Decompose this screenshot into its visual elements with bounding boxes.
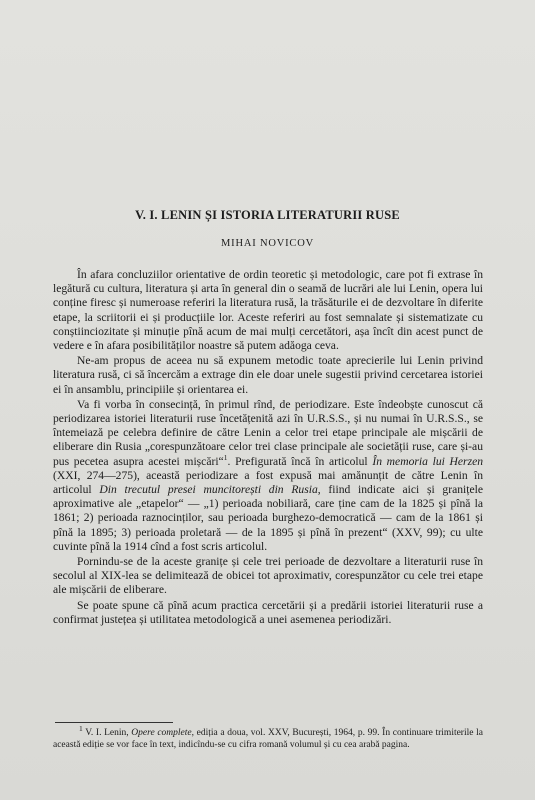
footnote-reference: 1 (223, 452, 228, 462)
footnote-text-a: V. I. Lenin, (82, 728, 132, 738)
paragraph-4: Pornindu-se de la aceste granițe și cele trei perioade de dezvoltare a literaturii ruse în secolul al XIX-lea se delimitează de obicei tot aproximativ, corespunzător cu cele trei etape ale mișcării de eliberare. (53, 555, 483, 597)
footnote (53, 723, 483, 751)
paragraph-2: Ne-am propus de aceea nu să expunem metodic toate aprecierile lui Lenin privind literatura rusă, ci să încercăm a extrage din ele doar unele sugestii privind cercetarea istoriei ei în ansamblu, principiile și orientarea ei. (53, 354, 483, 396)
work-title-presa: Din trecutul presei muncitorești din Rusia (99, 483, 318, 497)
footnote-text (53, 723, 483, 751)
article-title: V. I. LENIN ȘI ISTORIA LITERATURII RUSE (135, 208, 400, 222)
paragraph-3-text-b: . Prefigurată încă în articolul (227, 454, 373, 468)
work-title-herzen: În memoria lui Herzen (372, 454, 484, 468)
article-author: MIHAI NOVICOV (221, 238, 314, 249)
paragraph-3-text-d: , fiind indicate aici și granițele aproximative ale „etapelor“ — „1) perioada nobiliară, care ține cam de la 1825 și pînă la 1861; 2) perioada raznocinților, sau perioada burghezo-democratică — cam de la 1861 și pînă la 1895; 3) perioada proletară — de la 1895 și pînă în prezent“ (XXV, 99); cu ulte cuvinte pînă la 1914 cînd a fost scris articolul. (53, 483, 483, 553)
paragraph-5: Se poate spune că pînă acum practica cercetării și a predării istoriei literaturii ruse a confirmat justețea și utilitatea metodologică a unei asemenea periodizări. (53, 598, 483, 626)
footnote-divider (55, 722, 173, 723)
footnote-work-title: Opere complete (131, 728, 192, 738)
paragraph-3-text-a: Va fi vorba în consecință, în primul rînd, de periodizare. Este îndeobște cunoscut că periodizarea istoriei literaturii ruse încetățenită azi în U.R.S.S., și nu numai în U.R.S.S., se întemeiază pe celebra definire de către Lenin a celor trei etape principale ale mișcării de eliberare din Rusia „corespunzătoare celor trei clase principale ale societății ruse, care și-au pus pecetea asupra acestei mișcări“ (53, 397, 483, 468)
article-body (53, 268, 483, 628)
paragraph-1: În afara concluziilor orientative de ordin teoretic și metodologic, care pot fi extrase în legătură cu cultura, literatura și arta în general din o seamă de lucrări ale lui Lenin, opera lui conține firesc și numeroase referiri la literatura rusă, la trăsăturile ei de dezvoltare în diferite etape, la scriitorii ei și producțiile lor. Aceste referiri au fost semnalate și sistematizate cu conștiinciozitate și minuție pînă acum de mai mulți cercetători, așa încît din acest punct de vedere e în afara posibilităților noastre să putem adăoga ceva. (53, 268, 483, 353)
footnote-mark: 1 (79, 723, 83, 733)
paragraph-3 (53, 398, 483, 554)
footnote-text-b: , ediția a doua, vol. XXV, București, 1964, p. 99. În continuare trimiterile la această ediție se vor face în text, indicîndu-se cu cifra romană volumul și cu cea arabă pagina. (53, 728, 483, 750)
paragraph-3-text-c: (XXI, 274—275), această periodizare a fost expusă mai amănunțit de către Lenin în articolul (53, 468, 483, 497)
